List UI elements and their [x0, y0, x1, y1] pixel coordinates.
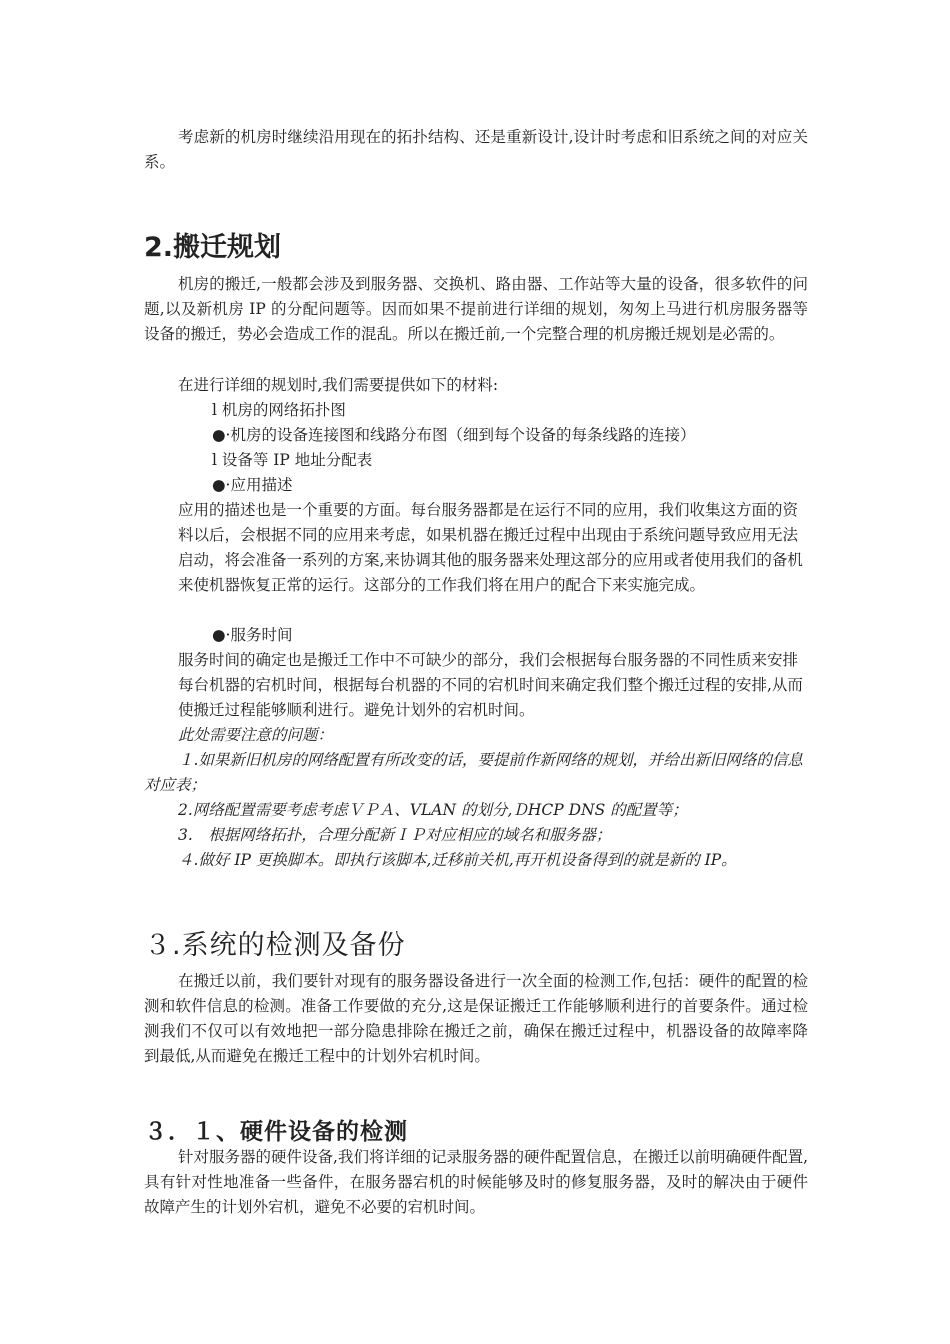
section-3-heading-block [144, 928, 808, 964]
note-2-block [178, 798, 808, 823]
section-2-paragraph-1: 机房的搬迁,一般都会涉及到服务器、交换机、路由器、工作站等大量的设备，很多软件的问题,以及新机房 IP 的分配问题等。因而如果不提前进行详细的规划，匆匆上马进行机房服务器等设备的搬迁，势必会造成工作的混乱。所以在搬迁前,一个完整合理的机房搬迁规划是必需的。 [144, 275, 808, 343]
list-item: ●·服务时间 [212, 626, 293, 644]
list-item: l 机房的网络拓扑图 [212, 401, 346, 419]
section-3-paragraph: 在搬迁以前，我们要针对现有的服务器设备进行一次全面的检测工作,包括：硬件的配置的检测和软件信息的检测。准备工作要做的充分,这是保证搬迁工作能够顺利进行的首要条件。通过检测我们不仅可以有效地把一部分隐患排除在搬迁之前，确保在搬迁过程中，机器设备的故障率降到最低,从而避免在搬迁工程中的计划外宕机时间。 [144, 972, 808, 1065]
section-2-paragraph-2: 在进行详细的规划时,我们需要提供如下的材料: [178, 376, 499, 394]
section-3-1-para-block [144, 1145, 808, 1220]
note-4: ４.做好 IP 更换脚本。即执行该脚本,迁移前关机,再开机设备得到的就是新的 IP。 [178, 851, 737, 869]
service-description: 服务时间的确定也是搬迁工作中不可缺少的部分，我们会根据每台服务器的不同性质来安排每台机器的宕机时间，根据每台机器的不同的宕机时间来确定我们整个搬迁过程的安排,从而使搬迁过程能够顺利进行。避免计划外的宕机时间。 [178, 651, 803, 719]
list-item: ●·机房的设备连接图和线路分布图（细到每个设备的每条线路的连接） [212, 426, 696, 444]
notes-title-block [178, 723, 808, 748]
note-3-block [178, 823, 808, 848]
section-2-heading-block [144, 230, 808, 266]
app-description: 应用的描述也是一个重要的方面。每台服务器都是在运行不同的应用，我们收集这方面的资料以后，会根据不同的应用来考虑，如果机器在搬迁过程中出现由于系统问题导致应用无法启动，将会准备一系列的方案,来协调其他的服务器来处理这部分的应用或者使用我们的备机来使机器恢复正常的运行。这部分的工作我们将在用户的配合下来实施完成。 [178, 501, 803, 594]
note-4-block [178, 848, 808, 873]
section-3-1-paragraph: 针对服务器的硬件设备,我们将详细的记录服务器的硬件配置信息，在搬迁以前明确硬件配置,具有针对性地准备一些备件，在服务器宕机的时候能够及时的修复服务器，及时的解决由于硬件故障产生的计划外宕机，避免不必要的宕机时间。 [144, 1148, 808, 1216]
section-2-para2-block [144, 373, 808, 398]
service-item-block [212, 623, 812, 648]
notes-title: 此处需要注意的问题： [178, 726, 334, 744]
intro-block [144, 125, 808, 175]
list-item: l 设备等 IP 地址分配表 [212, 451, 373, 469]
section-3-heading: ３.系统的检测及备份 [144, 930, 406, 961]
section-3-para-block [144, 969, 808, 1069]
intro-paragraph: 考虑新的机房时继续沿用现在的拓扑结构、还是重新设计,设计时考虑和旧系统之间的对应关系。 [144, 128, 808, 171]
service-desc-block [178, 648, 808, 723]
section-3-1-heading-block [144, 1117, 808, 1147]
note-2: 2.网络配置需要考虑考虑ＶＰＡ、VLAN 的划分,ＤHCP DNS 的配置等； [178, 801, 688, 819]
note-3: 3. 根据网络拓扑，合理分配新ＩＰ对应相应的域名和服务器； [178, 826, 612, 844]
section-2-heading: 2.搬迁规划 [144, 232, 282, 263]
section-3-1-heading: ３．１、硬件设备的检测 [144, 1119, 408, 1145]
materials-list [212, 398, 812, 498]
section-2-para1-block [144, 272, 808, 347]
note-1: １.如果新旧机房的网络配置有所改变的话，要提前作新网络的规划，并给出新旧网络的信息对应表； [144, 751, 803, 794]
note-1-block [144, 748, 808, 798]
list-item: ●·应用描述 [212, 476, 293, 494]
app-desc-block [178, 498, 808, 598]
